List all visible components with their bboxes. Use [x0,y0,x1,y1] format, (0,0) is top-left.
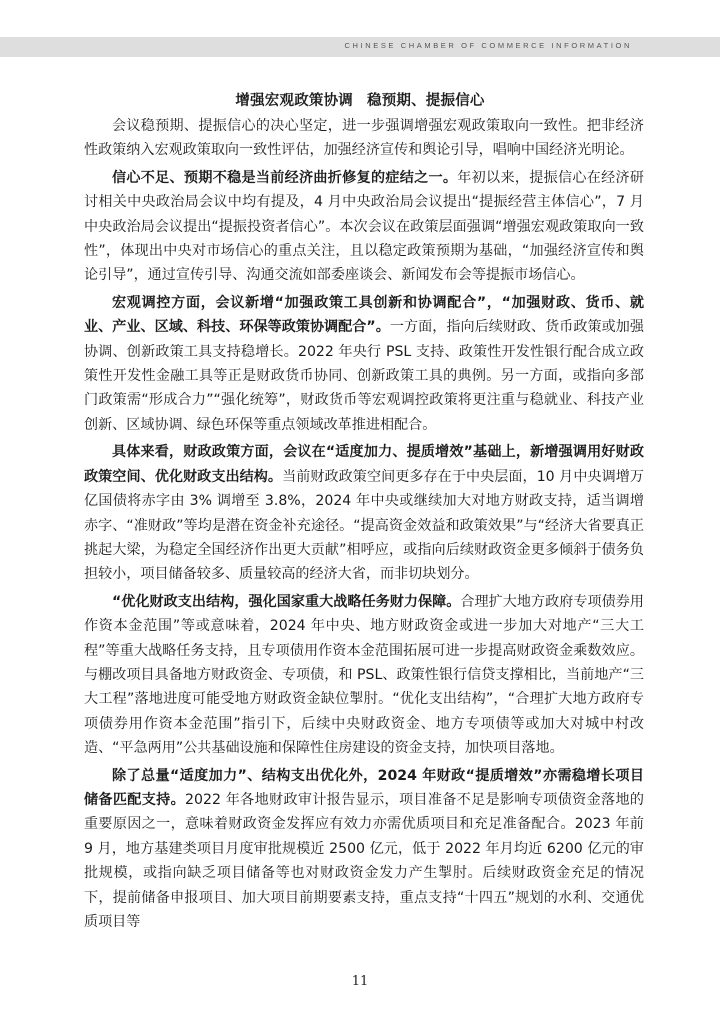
paragraph-text: 年初以来，提振信心在经济研讨相关中央政治局会议中均有提及，4 月中央政治局会议提出“提振经营主体信心”，7 月中央政治局会议提出“提振投资者信心”。本次会议在政策层面强调“增强宏观政策取向一致性”，体现出中央对市场信心的重点关注，且以稳定政策预期为基础，“加强经济宣传和舆论引导”，通过宣传引导、沟通交流如部委座谈会、新闻发布会等提振市场信心。 [84,169,645,284]
paragraph-5 [84,590,644,761]
paragraph-lead: 具体来看，财政政策方面，会议在“适度加力、提质增效”基础上，新增强调用好财政政策空间、优化财政支出结构。 [84,444,644,485]
article-title [0,89,720,110]
paragraph-text: 2022 年各地财政审计报告显示，项目准备不足是影响专项债资金落地的重要原因之一，意味着财政资金发挥应有效力亦需优质项目和充足准备配合。2023 年前 9 月，地方基建类项目月度审批规模近 2500 亿元，低于 2022 年月均近 6200 亿元的审批规模，或指向缺乏项目储备等也对财政资金发力产生掣肘。后续财政资金充足的情况下，提前储备申报项目、加大项目前期要素支持，重点支持“十四五”规划的水利、交通优质项目等 [84,791,644,930]
paragraph-text: 一方面，指向后续财政、货币政策或加强协调、创新政策工具支持稳增长。2022 年央行 PSL 支持、政策性开发性银行配合成立政策性开发性金融工具等正是财政货币协同、创新政策工具的典例。另一方面，或指向多部门政策需“形成合力”“强化统筹”，财政货币等宏观调控政策将更注重与稳就业、科技产业创新、区域协调、绿色环保等重点领域改革推进相配合。 [84,319,644,433]
paragraph-lead: 宏观调控方面，会议新增“加强政策工具创新和协调配合”，“加强财政、货币、就业、产业、区域、科技、环保等政策协调配合”。 [84,294,644,336]
title-part-1: 增强宏观政策协调 [235,93,353,109]
paragraph-4 [84,440,644,586]
paragraph-1 [84,114,644,163]
paragraph-text: 当前财政政策空间更多存在于中央层面，10 月中央调增万亿国债将赤字由 3% 调增至 3.8%，2024 年中央或继续加大对地方财政支持，适当调增赤字、“准财政”等均是潜在资金补充途径。“提高资金效益和政策效果”与“经济大省要真正挑起大梁，为稳定全国经济作出更大贡献”相呼应，或指向后续财政资金更多倾斜于债务负担较小，项目储备较多、质量较高的经济大省，而非切块划分。 [84,468,644,583]
paragraph-text: 会议稳预期、提振信心的决心坚定，进一步强调增强宏观政策取向一致性。把非经济性政策纳入宏观政策取向一致性评估，加强经济宣传和舆论引导，唱响中国经济光明论。 [84,118,644,159]
page-number: 11 [351,974,369,989]
paragraph-lead: 除了总量“适度加力”、结构支出优化外，2024 年财政“提质增效”亦需稳增长项目储备匹配支持。 [84,767,644,808]
paragraph-text: 合理扩大地方政府专项债券用作资本金范围”等或意味着，2024 年中央、地方财政资金或进一步加大对地产“三大工程”等重大战略任务支持，且专项债用作资本金范围拓展可进一步提高财政资金乘数效应。与棚改项目具备地方财政资金、专项债，和 PSL、政策性银行信贷支撑相比，当前地产“三大工程”落地进度可能受地方财政资金缺位掣肘。“优化支出结构”，“合理扩大地方政府专项债券用作资本金范围”指引下，后续中央财政资金、地方专项债等或加大对城中村改造、“平急两用”公共基础设施和保障性住房建设的资金支持，加快项目落地。 [84,593,645,757]
paragraph-2 [84,166,644,288]
header-publication-name: CHINESE CHAMBER OF COMMERCE INFORMATION [344,41,632,50]
paragraph-3 [84,291,644,437]
title-part-2: 稳预期、提振信心 [367,93,485,109]
paragraph-lead: 信心不足、预期不稳是当前经济曲折修复的症结之一。 [112,169,458,186]
article-body [84,114,644,937]
paragraph-6 [84,764,644,935]
paragraph-lead: “优化财政支出结构，强化国家重大战略任务财力保障。 [112,593,461,610]
